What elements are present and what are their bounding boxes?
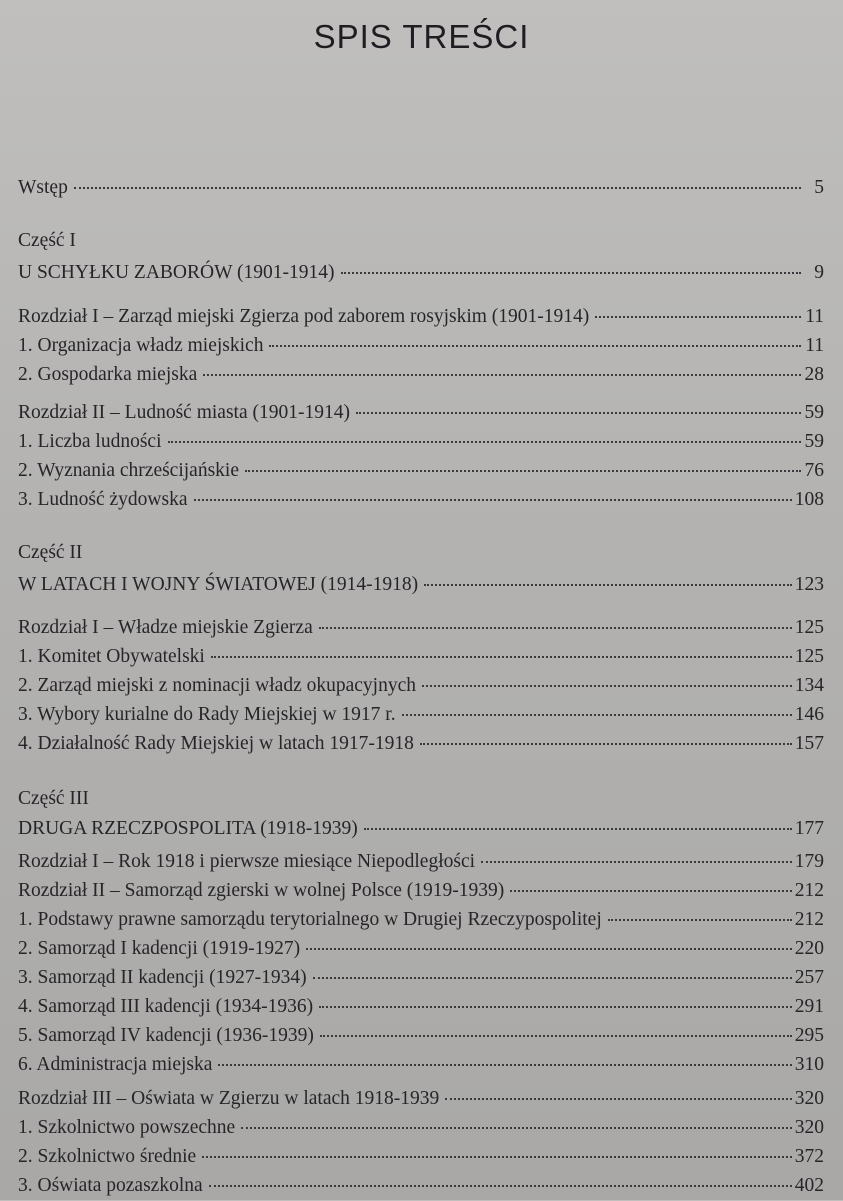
- toc-entry-label: 1. Liczba ludności: [18, 431, 162, 452]
- toc-entry-label: Część II: [18, 542, 83, 563]
- toc-entry-label: 2. Szkolnictwo średnie: [18, 1146, 197, 1167]
- toc-entry-page: 157: [794, 733, 824, 754]
- dot-leader: [364, 828, 792, 830]
- toc-section: [18, 642, 824, 672]
- toc-entry-label: 3. Samorząd II kadencji (1927-1934): [18, 967, 307, 988]
- toc-entry-page: 59: [804, 431, 824, 452]
- toc-chapter: [18, 302, 824, 332]
- toc-chapter: [18, 847, 824, 877]
- toc-entry-label: 1. Szkolnictwo powszechne: [18, 1117, 236, 1138]
- toc-entry-label: 4. Samorząd III kadencji (1934-1936): [18, 996, 314, 1017]
- toc-section: [18, 1113, 824, 1143]
- toc-part-title: [18, 570, 824, 600]
- toc-section: [18, 1171, 824, 1201]
- toc-entry-page: 295: [794, 1025, 824, 1046]
- toc-entry-label: 2. Wyznania chrześcijańskie: [18, 460, 239, 481]
- toc-section: [18, 1021, 824, 1051]
- toc-entry-page: 257: [794, 967, 824, 988]
- toc-entry-page: 372: [794, 1146, 824, 1167]
- toc-entry-label: Część III: [18, 788, 89, 809]
- dot-leader: [245, 470, 801, 472]
- toc-entry-page: 320: [794, 1117, 824, 1138]
- toc-entry-page: 291: [794, 996, 824, 1017]
- toc-entry-page: 59: [804, 402, 824, 423]
- dot-leader: [211, 656, 792, 658]
- dot-leader: [420, 743, 792, 745]
- dot-leader: [422, 685, 792, 687]
- dot-leader: [608, 919, 792, 921]
- toc-entry-page: 28: [804, 364, 824, 385]
- toc-entry-label: Rozdział III – Oświata w Zgierzu w latach 1918-1939: [18, 1088, 440, 1109]
- toc-part-title: [18, 258, 824, 288]
- toc-entry-label: 1. Organizacja władz miejskich: [18, 335, 264, 356]
- toc-entry-label: Rozdział I – Zarząd miejski Zgierza pod zaborem rosyjskim (1901-1914): [18, 306, 590, 327]
- toc-entry-label: DRUGA RZECZPOSPOLITA (1918-1939): [18, 818, 358, 839]
- toc-part-heading: [18, 538, 824, 568]
- toc-entry-label: 6. Administracja miejska: [18, 1054, 213, 1075]
- toc-entry-page: 402: [794, 1175, 824, 1196]
- toc-entry-label: Część I: [18, 230, 76, 251]
- toc-section: [18, 1142, 824, 1172]
- toc-entry-page: 310: [794, 1054, 824, 1075]
- toc-chapter: [18, 876, 824, 906]
- toc-entry-page: 11: [805, 335, 824, 356]
- toc-entry-label: U SCHYŁKU ZABORÓW (1901-1914): [18, 262, 335, 283]
- toc-entry-label: Rozdział I – Rok 1918 i pierwsze miesiące Niepodległości: [18, 851, 476, 872]
- toc-entry-label: Rozdział II – Ludność miasta (1901-1914): [18, 402, 350, 423]
- dot-leader: [402, 714, 792, 716]
- toc-entry-label: 4. Działalność Rady Miejskiej w latach 1917-1918: [18, 733, 414, 754]
- toc-entry-label: Rozdział I – Władze miejskie Zgierza: [18, 617, 313, 638]
- toc-chapter: [18, 613, 824, 643]
- toc-entry-page: 320: [794, 1088, 824, 1109]
- dot-leader: [168, 441, 802, 443]
- dot-leader: [510, 890, 791, 892]
- toc-section: [18, 905, 824, 935]
- toc-chapter: [18, 398, 824, 428]
- toc-entry-page: 177: [794, 818, 824, 839]
- dot-leader: [269, 345, 801, 347]
- toc-section: [18, 671, 824, 701]
- toc-entry-page: 125: [794, 617, 824, 638]
- dot-leader: [194, 499, 792, 501]
- toc-section: [18, 729, 824, 759]
- dot-leader: [74, 187, 801, 189]
- dot-leader: [319, 1006, 792, 1008]
- toc-entry-page: 212: [794, 909, 824, 930]
- dot-leader: [203, 374, 801, 376]
- toc-entry-label: Rozdział II – Samorząd zgierski w wolnej Polsce (1919-1939): [18, 880, 505, 901]
- toc-section: [18, 427, 824, 457]
- toc-entry-wstep: [18, 173, 824, 203]
- page-title: SPIS TREŚCI: [313, 18, 530, 55]
- toc-entry-label: 2. Gospodarka miejska: [18, 364, 198, 385]
- toc-entry-label: 2. Zarząd miejski z nominacji władz okupacyjnych: [18, 675, 416, 696]
- toc-entry-page: 179: [794, 851, 824, 872]
- toc-chapter: [18, 1084, 824, 1114]
- toc-section: [18, 992, 824, 1022]
- toc-section: [18, 963, 824, 993]
- dot-leader: [424, 584, 792, 586]
- toc-entry-page: 108: [794, 489, 824, 510]
- toc-entry-page: 123: [794, 574, 824, 595]
- dot-leader: [306, 948, 792, 950]
- toc-section: [18, 934, 824, 964]
- toc-entry-label: 3. Oświata pozaszkolna: [18, 1175, 203, 1196]
- dot-leader: [481, 861, 792, 863]
- toc-entry-label: W LATACH I WOJNY ŚWIATOWEJ (1914-1918): [18, 574, 419, 595]
- dot-leader: [209, 1185, 792, 1187]
- toc-entry-page: 76: [804, 460, 824, 481]
- toc-section: [18, 331, 824, 361]
- dot-leader: [218, 1064, 791, 1066]
- toc-entry-page: 146: [794, 704, 824, 725]
- toc-entry-label: 1. Podstawy prawne samorządu terytorialnego w Drugiej Rzeczypospolitej: [18, 909, 602, 930]
- toc-entry-page: 5: [814, 177, 824, 198]
- toc-part-title: [18, 814, 824, 844]
- dot-leader: [445, 1098, 791, 1100]
- toc-part-heading: [18, 226, 824, 256]
- toc-entry-label: Wstęp: [18, 177, 68, 198]
- dot-leader: [241, 1127, 792, 1129]
- toc-entry-label: 3. Wybory kurialne do Rady Miejskiej w 1917 r.: [18, 704, 396, 725]
- dot-leader: [202, 1156, 792, 1158]
- toc-section: [18, 360, 824, 390]
- toc-entry-page: 9: [814, 262, 824, 283]
- toc-section: [18, 456, 824, 486]
- toc-entry-page: 125: [794, 646, 824, 667]
- toc-entry-page: 212: [794, 880, 824, 901]
- toc-entry-label: 5. Samorząd IV kadencji (1936-1939): [18, 1025, 314, 1046]
- dot-leader: [356, 412, 801, 414]
- dot-leader: [313, 977, 792, 979]
- toc-section: [18, 1050, 824, 1080]
- toc-entry-label: 3. Ludność żydowska: [18, 489, 188, 510]
- toc-entry-page: 134: [794, 675, 824, 696]
- dot-leader: [595, 316, 801, 318]
- toc-entry-label: 1. Komitet Obywatelski: [18, 646, 205, 667]
- dot-leader: [319, 627, 792, 629]
- toc-part-heading: [18, 784, 824, 814]
- toc-section: [18, 485, 824, 515]
- toc-entry-page: 220: [794, 938, 824, 959]
- dot-leader: [341, 272, 801, 274]
- toc-section: [18, 700, 824, 730]
- toc-entry-label: 2. Samorząd I kadencji (1919-1927): [18, 938, 301, 959]
- toc-entry-page: 11: [805, 306, 824, 327]
- dot-leader: [320, 1035, 792, 1037]
